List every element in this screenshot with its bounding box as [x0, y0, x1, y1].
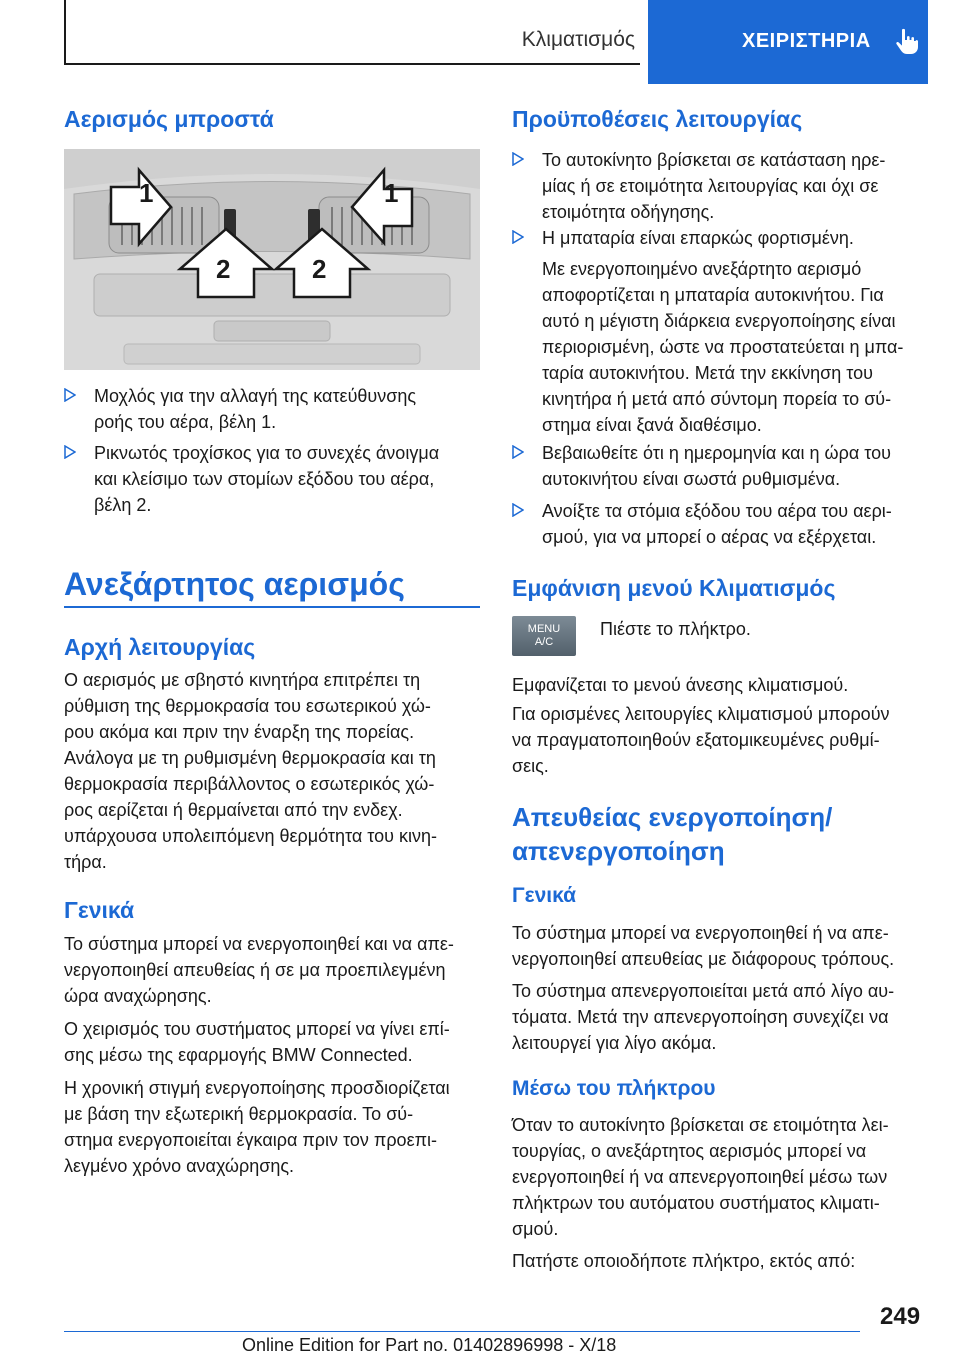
text-line: Ο αερισμός με σβηστό κινητήρα επιτρέπει τη [64, 670, 421, 690]
text-line: σμού. [512, 1219, 559, 1239]
heading-display-menu: Εμφάνιση μενού Κλιματισμός [512, 575, 836, 601]
text-line: και κλείσιμο των στομίων εξόδου του αέρα, [94, 469, 435, 489]
text-line: νεργοποιηθεί απευθείας με διάφορους τρόπους. [512, 949, 895, 969]
paragraph-direct-1 [512, 920, 932, 972]
text-line: ταρία αυτοκινήτου. Μετά την εκκίνηση του [542, 363, 874, 383]
text-line: λειτουργεί για λίγο ακόμα. [512, 1033, 717, 1053]
heading-line: απενεργοποίηση [512, 836, 725, 866]
paragraph-menu-1: Εμφανίζεται το μενού άνεσης κλιματισμού. [512, 675, 849, 695]
text-line: θερμοκρασία περιβάλλοντος ο εσωτερικός χώ- [64, 774, 435, 794]
page-number: 249 [880, 1303, 921, 1330]
text-line: βέλη 2. [94, 495, 152, 515]
text-line: υπάρχουσα υπολειπόμενη θερμότητα του κινη- [64, 826, 438, 846]
menu-button-line1: MENU [527, 623, 561, 635]
text-line: στημα είναι ξανά διαθέσιμο. [542, 415, 762, 435]
list-item [64, 383, 484, 443]
arrow-label-2-left: 2 [216, 254, 231, 284]
header-rule [64, 63, 640, 65]
paragraph-general-2 [64, 1016, 484, 1068]
list-item [512, 147, 932, 231]
heading-operating-principle: Αρχή λειτουργίας [64, 634, 256, 660]
text-line: Ανάλογα με τη ρυθμισμένη θερμοκρασία και τη [64, 748, 436, 768]
front-vents-illustration [64, 149, 480, 370]
text-line: Βεβαιωθείτε ότι η ημερομηνία και η ώρα του [542, 443, 891, 463]
text-line: Η μπαταρία είναι επαρκώς φορτισμένη. [542, 228, 854, 248]
text-line: λεγμένο χρόνο αναχώρησης. [64, 1156, 295, 1176]
header-tab-label: ΧΕΙΡΙΣΤΗΡΙΑ [742, 30, 871, 52]
text-line: κινητήρα ή μετά από σύντομη πορεία το σύ- [542, 389, 892, 409]
text-line: ενεργοποιηθεί ή να απενεργοποιηθεί μέσω των [512, 1167, 888, 1187]
text-line: αυτό η μέγιστη διάρκεια ενεργοποίησης είναι [542, 311, 896, 331]
text-line: ώρα αναχώρησης. [64, 986, 212, 1006]
text-line: ετοιμότητα οδήγησης. [542, 202, 715, 222]
text-line: Μοχλός για την αλλαγή της κατεύθυνσης [94, 386, 417, 406]
header-left-edge [64, 0, 66, 65]
triangle-bullet-icon [64, 445, 76, 459]
text-line: τουργίας, ο ανεξάρτητος αερισμός μπορεί να [512, 1141, 867, 1161]
text-line: Το σύστημα μπορεί να ενεργοποιηθεί ή να απε- [512, 923, 889, 943]
paragraph-general-1 [64, 931, 484, 1009]
text-line: Για ορισμένες λειτουργίες κλιματισμού μπορούν [512, 704, 890, 724]
text-line: να πραγματοποιηθούν εξατομικευμένες ρυθμί- [512, 730, 880, 750]
paragraph-button-2: Πατήστε οποιοδήποτε πλήκτρο, εκτός από: [512, 1251, 856, 1271]
list-item [512, 440, 932, 496]
text-line: Ανοίξτε τα στόμια εξόδου του αέρα του αερι- [542, 501, 892, 521]
arrow-label-1-right: 1 [384, 178, 399, 208]
menu-ac-button [512, 616, 576, 656]
text-line: νεργοποιηθεί απευθείας ή σε μα προεπιλεγμένη [64, 960, 446, 980]
text-line: Με ενεργοποιημένο ανεξάρτητο αερισμό [542, 259, 862, 279]
text-line: Το σύστημα μπορεί να ενεργοποιηθεί και να απε- [64, 934, 454, 954]
footer-rule [64, 1331, 860, 1332]
heading-direct-activation [512, 800, 832, 868]
text-line: Ρικνωτός τροχίσκος για το συνεχές άνοιγμα [94, 443, 440, 463]
text-line: Η χρονική στιγμή ενεργοποίησης προσδιορίζεται [64, 1078, 450, 1098]
text-line: Το σύστημα απενεργοποιείται μετά από λίγο αυ- [512, 981, 895, 1001]
heading-general-right: Γενικά [512, 884, 577, 907]
text-line: περιορισμένη, ώστε να προστατεύεται η μπα- [542, 337, 904, 357]
text-line: Όταν το αυτοκίνητο βρίσκεται σε ετοιμότητα λει- [512, 1115, 889, 1135]
triangle-bullet-icon [64, 388, 76, 402]
triangle-bullet-icon [512, 230, 524, 244]
heading-prerequisites: Προϋποθέσεις λειτουργίας [512, 106, 803, 132]
heading-general: Γενικά [64, 897, 135, 923]
text-line: αυτοκινήτου είναι σωστά ρυθμισμένα. [542, 469, 841, 489]
paragraph-button-1 [512, 1112, 932, 1242]
heading-front-ventilation: Αερισμός μπροστά [64, 106, 274, 132]
header-section-title: Κλιματισμός [521, 28, 635, 51]
list-item [512, 225, 932, 253]
list-item [64, 440, 484, 524]
hand-pointer-icon [893, 27, 921, 55]
text-line: Το αυτοκίνητο βρίσκεται σε κατάσταση ηρε- [542, 150, 886, 170]
press-button-text: Πιέστε το πλήκτρο. [600, 619, 751, 639]
paragraph-general-3 [64, 1075, 484, 1179]
text-line: σης μέσω της εφαρμογής BMW Connected. [64, 1045, 413, 1065]
heading-independent-ventilation: Ανεξάρτητος αερισμός [64, 566, 405, 602]
text-line: τόματα. Μετά την απενεργοποίηση συνεχίζει να [512, 1007, 889, 1027]
heading-via-button: Μέσω του πλήκτρου [512, 1077, 716, 1100]
text-line: πλήκτρων του αυτόματου συστήματος κλιματι- [512, 1193, 880, 1213]
heading-line: Απευθείας ενεργοποίηση/ [512, 802, 833, 832]
text-line: ρου ακόμα και πριν την έναρξη της πορείας. [64, 722, 415, 742]
paragraph-direct-2 [512, 978, 932, 1056]
paragraph-menu-2 [512, 701, 932, 779]
paragraph-battery-note [542, 256, 942, 438]
list-item [512, 498, 932, 554]
text-line: αποφορτίζεται η μπαταρία αυτοκινήτου. Για [542, 285, 884, 305]
triangle-bullet-icon [512, 503, 524, 517]
footer-edition: Online Edition for Part no. 01402896998 - X/18 [242, 1335, 617, 1355]
heading-rule [64, 606, 480, 608]
text-line: ρύθμιση της θερμοκρασία του εσωτερικού χώ- [64, 696, 431, 716]
text-line: σεις. [512, 756, 549, 776]
text-line: μίας ή σε ετοιμότητα λειτουργίας και όχι σε [542, 176, 879, 196]
paragraph-principle [64, 667, 484, 875]
text-line: ροής του αέρα, βέλη 1. [94, 412, 277, 432]
triangle-bullet-icon [512, 152, 524, 166]
text-line: τήρα. [64, 852, 107, 872]
text-line: σμού, για να μπορεί ο αέρας να εξέρχεται. [542, 527, 877, 547]
triangle-bullet-icon [512, 445, 524, 459]
arrow-label-1-left: 1 [139, 178, 154, 208]
menu-button-line2: A/C [534, 636, 554, 648]
arrow-label-2-right: 2 [312, 254, 327, 284]
text-line: Ο χειρισμός του συστήματος μπορεί να γίνει επί- [64, 1019, 450, 1039]
text-line: με βάση την εξωτερική θερμοκρασία. Το σύ- [64, 1104, 414, 1124]
text-line: ρος αερίζεται ή θερμαίνεται από την ενδεχ. [64, 800, 403, 820]
text-line: στημα ενεργοποιείται έγκαιρα πριν τον προεπι- [64, 1130, 437, 1150]
